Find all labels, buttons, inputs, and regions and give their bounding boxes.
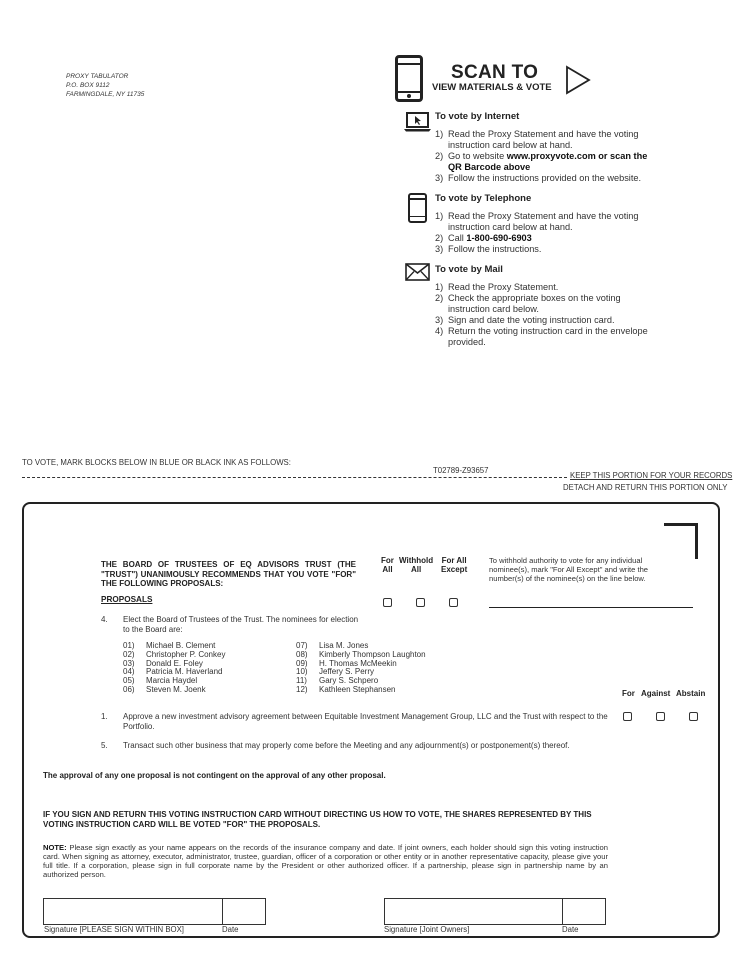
list-item: 1) Read the Proxy Statement. [435, 282, 559, 292]
proposal-4-text: Elect the Board of Trustees of the Trust. The nominees for election to the Board are: [123, 615, 359, 634]
joint-signature-box[interactable] [384, 898, 606, 925]
phone-icon [408, 193, 427, 223]
list-item: 2) Check the appropriate boxes on the voting instruction card below. [435, 293, 621, 314]
nominee: 10) Jeffery S. Perry [296, 667, 374, 677]
website-link[interactable]: www.proxyvote.com or scan the QR Barcode above [448, 151, 648, 172]
signing-note: NOTE: Please sign exactly as your name appears on the records of the insurance company and date. If joint owners, each holder should sign this voting instruction card. When signing as attorney, executor, administrator, trustee, guardian, officer of a corporation or other entity or in another representative capacity, please give your full title. If a corporation, please sign in full corporate name by the President or other authorized officer. If a partnership, please sign in partnership name by an authorized person. [43, 843, 608, 880]
nominee: 09) H. Thomas McMeekin [296, 658, 397, 668]
withhold-instructions: To withhold authority to vote for any individual nominee(s), mark "For All Except" and write the number(s) of the nominee(s) on the line below. [489, 556, 649, 584]
phone-number: 1-800-690-6903 [466, 233, 532, 243]
proposal-1-text: Approve a new investment advisory agreement between Equitable Investment Management Group, LLC and the Trust with respect to the Portfolio. [123, 712, 608, 731]
envelope-icon [405, 263, 430, 281]
proposal-1-for-checkbox[interactable] [623, 712, 632, 721]
abstain-header: Abstain [676, 689, 706, 698]
joint-signature-label: Signature [Joint Owners] [384, 925, 470, 934]
telephone-vote-title: To vote by Telephone [435, 193, 532, 204]
list-item: 2) Call 1-800-690-6903 [435, 233, 532, 243]
play-arrow-icon [565, 65, 591, 95]
list-item: 4) Return the voting instruction card in the envelope provided. [435, 326, 648, 347]
corner-mark [664, 523, 698, 559]
signature-label: Signature [PLEASE SIGN WITHIN BOX] [44, 925, 184, 934]
nominee: 02) Christopher P. Conkey [123, 649, 226, 659]
date-divider [222, 898, 223, 925]
for-header: For [622, 689, 635, 698]
default-vote-statement: IF YOU SIGN AND RETURN THIS VOTING INSTRUCTION CARD WITHOUT DIRECTING US HOW TO VOTE, THE SHARES REPRESENTED BY THIS VOTING INSTRUCTION CARD WILL BE VOTED "FOR" THE PROPOSALS. [43, 810, 592, 829]
proposal-number: 5. [101, 741, 108, 750]
list-item: 1) Read the Proxy Statement and have the voting instruction card below at hand. [435, 211, 639, 232]
proposal-1-abstain-checkbox[interactable] [689, 712, 698, 721]
laptop-icon [404, 112, 431, 132]
nominees-right [296, 642, 426, 695]
proposal-5-text: Transact such other business that may properly come before the Meeting and any adjournment(s) or postponement(s) thereof. [123, 741, 570, 750]
for-all-except-checkbox[interactable] [449, 598, 458, 607]
for-all-header: For All [381, 556, 394, 574]
mail-vote-steps [435, 282, 663, 348]
detach-line [22, 477, 567, 478]
against-header: Against [641, 689, 671, 698]
for-all-except-header: For All Except [441, 556, 468, 574]
return-address-line: PROXY TABULATOR [66, 73, 129, 80]
nominee: 04) Patricia M. Haverland [123, 667, 223, 677]
proposals-heading: PROPOSALS [101, 595, 153, 604]
nominee: 05) Marcia Haydel [123, 676, 198, 686]
smartphone-icon [395, 55, 423, 102]
return-address-line: FARMINGDALE, NY 11735 [66, 91, 145, 98]
nominee: 12) Kathleen Stephansen [296, 684, 396, 694]
scan-title: SCAN TO [451, 62, 539, 83]
signature-box[interactable] [43, 898, 266, 925]
nominee: 08) Kimberly Thompson Laughton [296, 649, 426, 659]
detach-portion-label: DETACH AND RETURN THIS PORTION ONLY [563, 483, 728, 492]
keep-portion-label: KEEP THIS PORTION FOR YOUR RECORDS [570, 471, 733, 480]
nominee: 11) Gary S. Schpero [296, 676, 379, 686]
scan-subtitle: VIEW MATERIALS & VOTE [432, 82, 552, 93]
nominee: 03) Donald E. Foley [123, 658, 203, 668]
return-address [66, 72, 144, 99]
date-label: Date [222, 925, 239, 934]
except-nominee-line[interactable] [489, 607, 693, 608]
list-item: 2) Go to website www.proxyvote.com or scan the QR Barcode above [435, 151, 648, 172]
list-item: 1) Read the Proxy Statement and have the voting instruction card below at hand. [435, 129, 639, 150]
ink-instruction: TO VOTE, MARK BLOCKS BELOW IN BLUE OR BLACK INK AS FOLLOWS: [22, 458, 291, 467]
telephone-vote-steps [435, 211, 663, 255]
nominee: 01) Michael B. Clement [123, 641, 216, 650]
nominees-left [123, 642, 225, 695]
for-all-checkbox[interactable] [383, 598, 392, 607]
nominee: 07) Lisa M. Jones [296, 641, 369, 650]
proposal-1-against-checkbox[interactable] [656, 712, 665, 721]
joint-date-divider [562, 898, 563, 925]
return-address-line: P.O. BOX 9112 [66, 82, 110, 89]
internet-vote-steps [435, 129, 663, 184]
list-item: 3) Follow the instructions. [435, 244, 542, 254]
list-item: 3) Follow the instructions provided on the website. [435, 173, 642, 183]
joint-date-label: Date [562, 925, 579, 934]
mail-vote-title: To vote by Mail [435, 264, 503, 275]
contingent-statement: The approval of any one proposal is not contingent on the approval of any other proposal. [43, 771, 386, 780]
proposal-number: 4. [101, 615, 108, 624]
list-item: 3) Sign and date the voting instruction card. [435, 315, 615, 325]
board-recommendation: THE BOARD OF TRUSTEES OF EQ ADVISORS TRUST (THE "TRUST") UNANIMOUSLY RECOMMENDS THAT YOU VOTE "FOR" THE FOLLOWING PROPOSALS: [101, 560, 356, 588]
internet-vote-title: To vote by Internet [435, 111, 520, 122]
withhold-all-checkbox[interactable] [416, 598, 425, 607]
control-number: T02789-Z93657 [433, 466, 489, 475]
nominee: 06) Steven M. Joenk [123, 684, 206, 694]
withhold-all-header: Withhold All [399, 556, 434, 574]
proposal-number: 1. [101, 712, 108, 721]
